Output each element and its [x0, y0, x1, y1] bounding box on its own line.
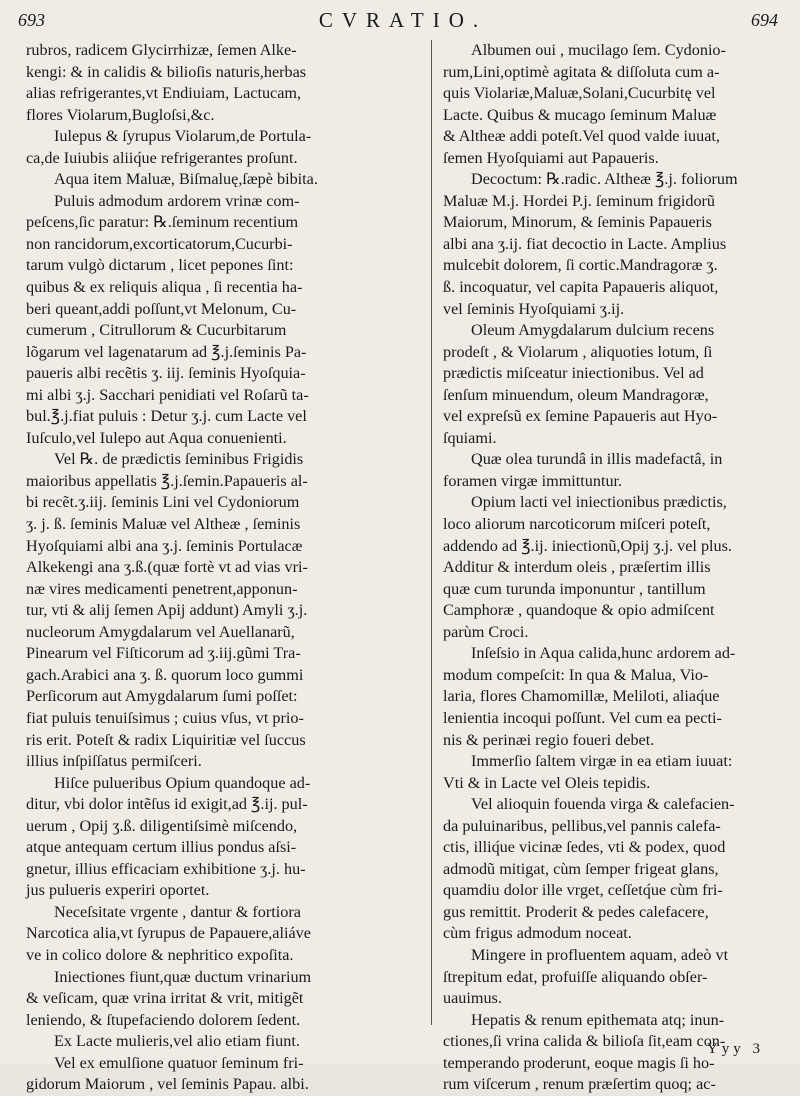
text-line: jus pulueris experiri oportet.	[26, 881, 210, 900]
text-line: Perſicorum aut Amygdalarum ſumi poſſet:	[26, 687, 298, 706]
text-line: Aqua item Maluæ, Biſmaluę,ſæpè bibita.	[54, 170, 318, 189]
text-line: ſtrepitum edat, profuiſſe aliquando obſer-	[443, 967, 708, 986]
text-line: Decoctum: ℞.radic. Altheæ ℥.j. foliorum	[471, 170, 738, 189]
text-line: Camphoræ , quandoque & opio admiſcent	[443, 601, 715, 620]
text-line: fiat puluis tenuiſsimus ; cuius vſus, vt prio-	[26, 708, 304, 727]
text-line: uauimus.	[443, 989, 502, 1008]
left-column	[26, 40, 422, 1096]
text-line: parùm Croci.	[443, 622, 529, 641]
text-line: rum viſcerum , renum præſertim quoq; ac-	[443, 1075, 716, 1094]
text-line: Vel ℞. de prædictis ſeminibus Frigidis	[54, 450, 304, 469]
text-line: Pinearum vel Fiſticorum ad ʒ.iij.gũmi Tra-	[26, 644, 301, 663]
text-line: rum,Lini,optimè agitata & diſſoluta cum a-	[443, 62, 720, 81]
text-line: tarum vulgò dictarum , licet pepones ſint:	[26, 256, 294, 275]
text-line: vel ſeminis Hyoſquiami ʒ.ij.	[443, 299, 625, 318]
text-line: loco aliorum narcoticorum miſceri poteſt,	[443, 515, 711, 534]
left-page-number: 693	[18, 10, 45, 30]
text-line: ctiones,ſi vrina calida & bilioſa ſit,eam con-	[443, 1032, 726, 1051]
text-line: ve in colico dolore & nephritico expoſita.	[26, 945, 294, 964]
text-line: ca,de Iuiubis aliiq́ue refrigerantes proſunt.	[26, 148, 298, 167]
text-line: illius inſpiſſatus permiſceri.	[26, 752, 202, 771]
text-line: uerum , Opij ʒ.ß. diligentiſsimè miſcendo,	[26, 816, 298, 835]
text-line: Hyoſquiami albi ana ʒ.j. ſeminis Portulacæ	[26, 536, 303, 555]
text-line: beri queant,addi poſſunt,vt Melonum, Cu-	[26, 299, 297, 318]
text-line: kengi: & in calidis & bilioſis naturis,herbas	[26, 62, 307, 81]
text-line: bul.℥.j.fiat puluis : Detur ʒ.j. cum Lacte vel	[26, 407, 307, 426]
text-line: Immerſio ſaltem virgæ in ea etiam iuuat:	[471, 752, 733, 771]
text-line: gidorum Maiorum , vel ſeminis Papau. albi.	[26, 1075, 309, 1094]
text-line: Hiſce pulueribus Opium quandoque ad-	[54, 773, 311, 792]
text-line: ſenſum minuendum, oleum Mandragoræ,	[443, 385, 709, 404]
text-line: Quæ olea turundâ in illis madefactâ, in	[471, 450, 723, 469]
text-line: ſemen Hyoſquiami aut Papaueris.	[443, 148, 659, 167]
text-line: temperando proderunt, eoque magis ſi ho-	[443, 1053, 715, 1072]
text-line: Iulepus & ſyrupus Violarum,de Portula-	[54, 127, 312, 146]
text-line: lenientia incoqui poſſunt. Vel cum ea pecti-	[443, 708, 722, 727]
page-header	[18, 6, 788, 36]
text-line: Lacte. Quibus & mucago ſeminum Maluæ	[443, 105, 717, 124]
text-line: quis Violariæ,Maluæ,Solani,Cucurbitę vel	[443, 84, 716, 103]
text-line: Additur & interdum oleis , præſertim illis	[443, 558, 711, 577]
right-column	[443, 40, 773, 1096]
text-line: ris erit. Poteſt & radix Liquiritiæ vel ſuccus	[26, 730, 306, 749]
text-line: mulcebit dolorem, ſi cortic.Mandragoræ ʒ.	[443, 256, 718, 275]
text-line: admodũ mitigat, cùm ſemper frigeat glans,	[443, 859, 719, 878]
text-line: & veſicam, quæ vrina irritat & vrit, mitigẽt	[26, 989, 304, 1008]
text-line: & Altheæ addi poteſt.Vel quod valde iuuat,	[443, 127, 720, 146]
signature-mark: Yyy 3	[706, 1041, 764, 1057]
text-line: Neceſsitate vrgente , dantur & fortiora	[54, 902, 301, 921]
text-line: mi albi ʒ.j. Sacchari penidiati vel Roſarũ ta-	[26, 385, 309, 404]
text-line: ʒ. j. ß. ſeminis Maluæ vel Altheæ , ſeminis	[26, 515, 301, 534]
text-line: bi recẽt.ʒ.iij. ſeminis Lini vel Cydoniorum	[26, 493, 300, 512]
text-line: gach.Arabici ana ʒ. ß. quorum loco gummi	[26, 665, 304, 684]
text-line: Maiorum, Minorum, & ſeminis Papaueris	[443, 213, 712, 232]
text-line: Maluæ M.j. Hordei P.j. ſeminum frigidorũ	[443, 191, 716, 210]
text-line: Mingere in profluentem aquam, adeò vt	[471, 945, 729, 964]
text-line: vel expreſsũ ex ſemine Papaueris aut Hyo-	[443, 407, 718, 426]
text-line: Vel ex emulſione quatuor ſeminum fri-	[54, 1053, 304, 1072]
text-line: cumerum , Citrullorum & Cucurbitarum	[26, 321, 287, 340]
text-line: addendo ad ℥.ij. iniectionũ,Opij ʒ.j. vel plus.	[443, 536, 732, 555]
text-line: nucleorum Amygdalarum vel Auellanarũ,	[26, 622, 295, 641]
text-line: næ vires medicamenti penetrent,apponun-	[26, 579, 298, 598]
text-line: atque antequam certum illius pondus aſsi-	[26, 838, 297, 857]
text-line: albi ana ʒ.ij. fiat decoctio in Lacte. Amplius	[443, 234, 727, 253]
text-line: non rancidorum,excorticatorum,Cucurbi-	[26, 234, 293, 253]
text-line: Vel alioquin fouenda virga & calefacien-	[471, 795, 735, 814]
text-line: Hepatis & renum epithemata atq; inun-	[471, 1010, 725, 1029]
text-line: leniendo, & ſtupefaciendo dolorem ſedent.	[26, 1010, 301, 1029]
text-line: nis & perinæi regio foueri debet.	[443, 730, 655, 749]
text-line: gus remittit. Proderit & pedes calefacere,	[443, 902, 709, 921]
text-line: Inſeſsio in Aqua calida,hunc ardorem ad-	[471, 644, 736, 663]
text-line: flores Violarum,Bugloſsi,&c.	[26, 105, 215, 124]
text-line: foramen virgæ immittuntur.	[443, 471, 623, 490]
text-line: maioribus appellatis ℥.j.ſemin.Papaueris al-	[26, 471, 308, 490]
text-line: quamdiu dolor ille vrget, ceſſetq́ue cùm fri-	[443, 881, 723, 900]
text-line: ctis, illiq́ue vicinæ ſedes, vti & podex, quod	[443, 838, 726, 857]
text-line: Opium lacti vel iniectionibus prædictis,	[471, 493, 727, 512]
text-line: Puluis admodum ardorem vrinæ com-	[54, 191, 300, 210]
text-line: peſcens,ſic paratur: ℞.ſeminum recentium	[26, 213, 299, 232]
text-line: quæ cum turunda imponuntur , tantillum	[443, 579, 706, 598]
text-line: lõgarum vel lagenatarum ad ℥.j.ſeminis Pa-	[26, 342, 307, 361]
text-line: gnetur, illius efficaciam exhibitione ʒ.j. hu-	[26, 859, 306, 878]
text-line: tur, vti & alij ſemen Apij addunt) Amyli ʒ.j.	[26, 601, 308, 620]
text-line: ditur, vbi dolor intẽſus id exigit,ad ℥.ij. pul-	[26, 795, 308, 814]
text-line: cùm frigus admodum noceat.	[443, 924, 632, 943]
text-line: Vti & in Lacte vel Oleis tepidis.	[443, 773, 651, 792]
running-title: CVRATIO.	[318, 8, 488, 32]
right-page-number: 694	[751, 10, 778, 30]
text-line: quibus & ex reliquis aliqua , ſi recentia ha-	[26, 278, 303, 297]
text-line: modum compeſcit: In qua & Malua, Vio-	[443, 665, 709, 684]
text-line: laria, flores Chamomillæ, Meliloti, aliaq́ue	[443, 687, 720, 706]
text-line: alias refrigerantes,vt Endiuiam, Lactucam,	[26, 84, 302, 103]
text-line: prædictis miſceatur iniectionibus. Vel ad	[443, 364, 704, 383]
text-line: Alkekengi ana ʒ.ß.(quæ fortè vt ad vias vri-	[26, 558, 308, 577]
text-line: paueris albi recẽtis ʒ. iij. ſeminis Hyoſquia-	[26, 364, 306, 383]
text-line: rubros, radicem Glycirrhizæ, ſemen Alke-	[26, 41, 297, 59]
text-line: Narcotica alia,vt ſyrupus de Papauere,aliáve	[26, 924, 311, 943]
text-line: prodeſt , & Violarum , aliquoties lotum, ſi	[443, 342, 713, 361]
text-line: Ex Lacte mulieris,vel alio etiam fiunt.	[54, 1032, 300, 1051]
column-divider	[431, 40, 432, 1025]
text-line: Oleum Amygdalarum dulcium recens	[471, 321, 715, 340]
text-line: ſquiami.	[443, 428, 497, 447]
text-line: ß. incoquatur, vel capita Papaueris aliquot,	[443, 278, 719, 297]
text-line: Iniectiones fiunt,quæ ductum vrinarium	[54, 967, 312, 986]
text-line: Iuſculo,vel Iulepo aut Aqua conuenienti.	[26, 428, 287, 447]
text-line: Albumen oui , mucilago ſem. Cydonio-	[471, 41, 726, 59]
text-line: da puluinaribus, pellibus,vel pannis calefa-	[443, 816, 721, 835]
